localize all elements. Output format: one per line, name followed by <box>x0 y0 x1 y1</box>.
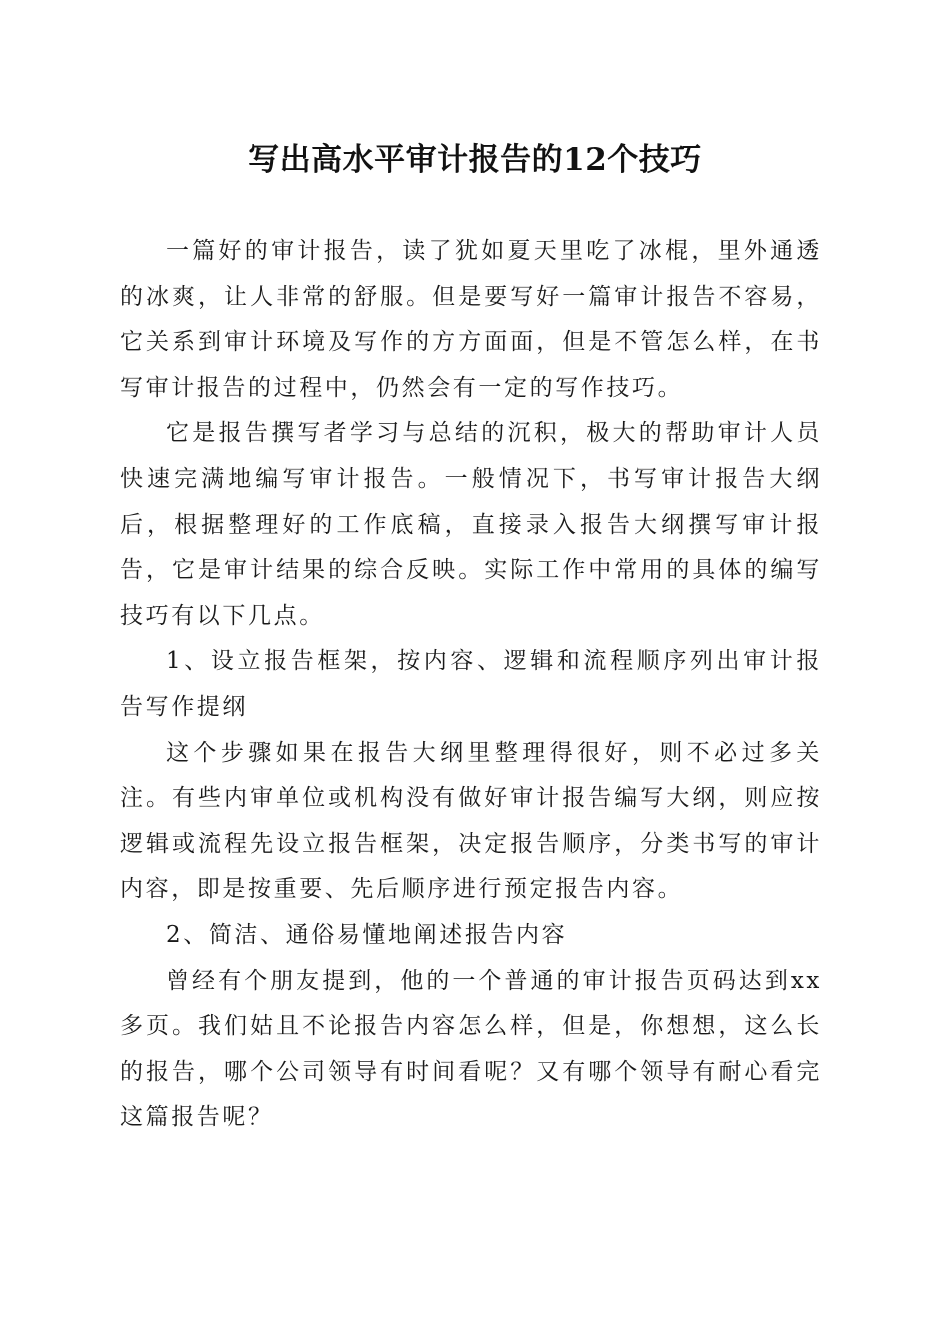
paragraph-intro: 一篇好的审计报告，读了犹如夏天里吃了冰棍，里外通透的冰爽，让人非常的舒服。但是要写好一篇审计报告不容易，它关系到审计环境及写作的方方面面，但是不管怎么样，在书写审计报告的过程中，仍然会有一定的写作技巧。 <box>120 238 822 401</box>
section-heading-2: 2、简洁、通俗易懂地阐述报告内容 <box>166 921 568 948</box>
paragraph-section-2: 曾经有个朋友提到，他的一个普通的审计报告页码达到xx多页。我们姑且不论报告内容怎么样，但是，你想想，这么长的报告，哪个公司领导有时间看呢？又有哪个领导有耐心看完这篇报告呢？ <box>120 967 822 1131</box>
section-heading-1: 1、设立报告框架，按内容、逻辑和流程顺序列出审计报告写作提纲 <box>120 648 822 720</box>
document-title: 写出高水平审计报告的12个技巧 <box>248 142 702 178</box>
document-body <box>120 229 822 1141</box>
paragraph-overview: 它是报告撰写者学习与总结的沉积，极大的帮助审计人员快速完满地编写审计报告。一般情况下，书写审计报告大纲后，根据整理好的工作底稿，直接录入报告大纲撰写审计报告，它是审计结果的综合反映。实际工作中常用的具体的编写技巧有以下几点。 <box>120 420 822 629</box>
paragraph-section-1: 这个步骤如果在报告大纲里整理得很好，则不必过多关注。有些内审单位或机构没有做好审计报告编写大纲，则应按逻辑或流程先设立报告框架，决定报告顺序，分类书写的审计内容，即是按重要、先后顺序进行预定报告内容。 <box>120 739 822 903</box>
